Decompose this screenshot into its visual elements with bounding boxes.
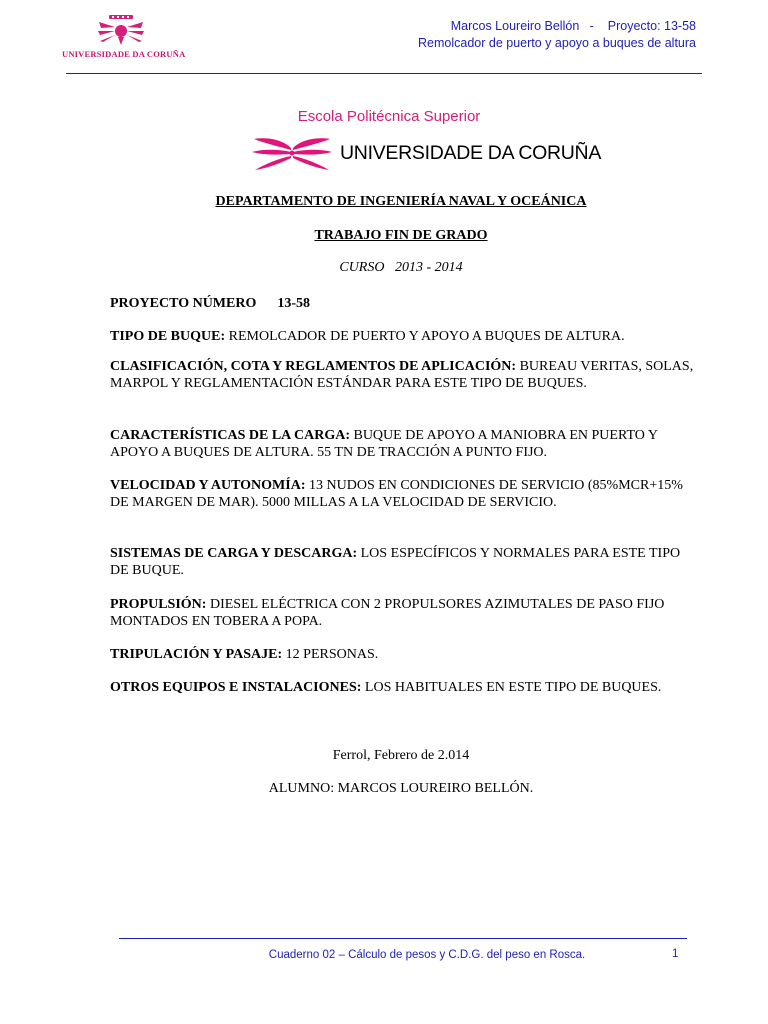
field-cargo-characteristics	[110, 427, 700, 461]
field-value: REMOLCADOR DE PUERTO Y APOYO A BUQUES DE ALTURA.	[228, 329, 625, 344]
course-year: CURSO 2013 - 2014	[339, 260, 463, 275]
field-value: 12 PERSONAS.	[285, 647, 379, 662]
field-label: PROPULSIÓN:	[110, 597, 207, 612]
header-logo-text: UNIVERSIDADE DA CORUÑA	[62, 49, 186, 59]
field-label: SISTEMAS DE CARGA Y DESCARGA:	[110, 546, 358, 561]
running-header	[418, 18, 696, 52]
field-label: TIPO DE BUQUE:	[110, 329, 226, 344]
field-label: CARACTERÍSTICAS DE LA CARGA:	[110, 428, 350, 443]
work-type-title: TRABAJO FIN DE GRADO	[314, 228, 488, 243]
header-rule	[66, 73, 702, 74]
field-speed-autonomy	[110, 477, 700, 511]
field-crew	[110, 646, 700, 663]
field-value: BUQUE DE APOYO A MANIOBRA EN PUERTO Y APOYO A BUQUES DE ALTURA. 55 TN DE TRACCIÓN A PUNTO FIJO.	[110, 428, 658, 460]
header-university-logo	[62, 14, 186, 62]
student-name: ALUMNO: MARCOS LOUREIRO BELLÓN.	[268, 781, 534, 796]
running-header-line-2: Remolcador de puerto y apoyo a buques de altura	[418, 36, 696, 50]
department-title: DEPARTAMENTO DE INGENIERÍA NAVAL Y OCEÁNICA	[215, 194, 587, 209]
place-date: Ferrol, Febrero de 2.014	[332, 748, 470, 763]
field-label: VELOCIDAD Y AUTONOMÍA:	[110, 478, 306, 493]
field-label: OTROS EQUIPOS E INSTALACIONES:	[110, 680, 362, 695]
field-value: 13 NUDOS EN CONDICIONES DE SERVICIO (85%MCR+15% DE MARGEN DE MAR). 5000 MILLAS A LA VELOCIDAD DE SERVICIO.	[110, 478, 683, 510]
footer-rule	[119, 938, 687, 939]
field-value: LOS ESPECÍFICOS Y NORMALES PARA ESTE TIPO DE BUQUE.	[110, 546, 681, 578]
field-loading-systems	[110, 545, 700, 579]
running-header-line-1: Marcos Loureiro Bellón - Proyecto: 13-58	[450, 19, 696, 33]
university-name: UNIVERSIDADE DA CORUÑA	[340, 142, 602, 164]
field-other-equipment	[110, 679, 700, 696]
field-label: CLASIFICACIÓN, COTA Y REGLAMENTOS DE APLICACIÓN:	[110, 359, 517, 374]
footer-text: Cuaderno 02 – Cálculo de pesos y C.D.G. del peso en Rosca.	[268, 949, 586, 961]
university-emblem-icon	[96, 14, 146, 48]
university-wings-icon	[252, 134, 332, 174]
field-propulsion	[110, 596, 700, 630]
page-number: 1	[672, 948, 679, 960]
field-label: TRIPULACIÓN Y PASAJE:	[110, 647, 283, 662]
school-name: Escola Politécnica Superior	[297, 108, 481, 125]
field-classification	[110, 358, 700, 392]
field-value: DIESEL ELÉCTRICA CON 2 PROPULSORES AZIMUTALES DE PASO FIJO MONTADOS EN TOBERA A POPA.	[110, 597, 665, 629]
project-number-label: PROYECTO NÚMERO	[110, 296, 257, 311]
project-number-value: 13-58	[277, 296, 311, 311]
university-logo	[252, 134, 602, 174]
field-value: BUREAU VERITAS, SOLAS, MARPOL Y REGLAMENTACIÓN ESTÁNDAR PARA ESTE TIPO DE BUQUES.	[110, 359, 694, 391]
field-ship-type	[110, 328, 700, 345]
project-number-line	[110, 295, 700, 312]
field-value: LOS HABITUALES EN ESTE TIPO DE BUQUES.	[364, 680, 662, 695]
